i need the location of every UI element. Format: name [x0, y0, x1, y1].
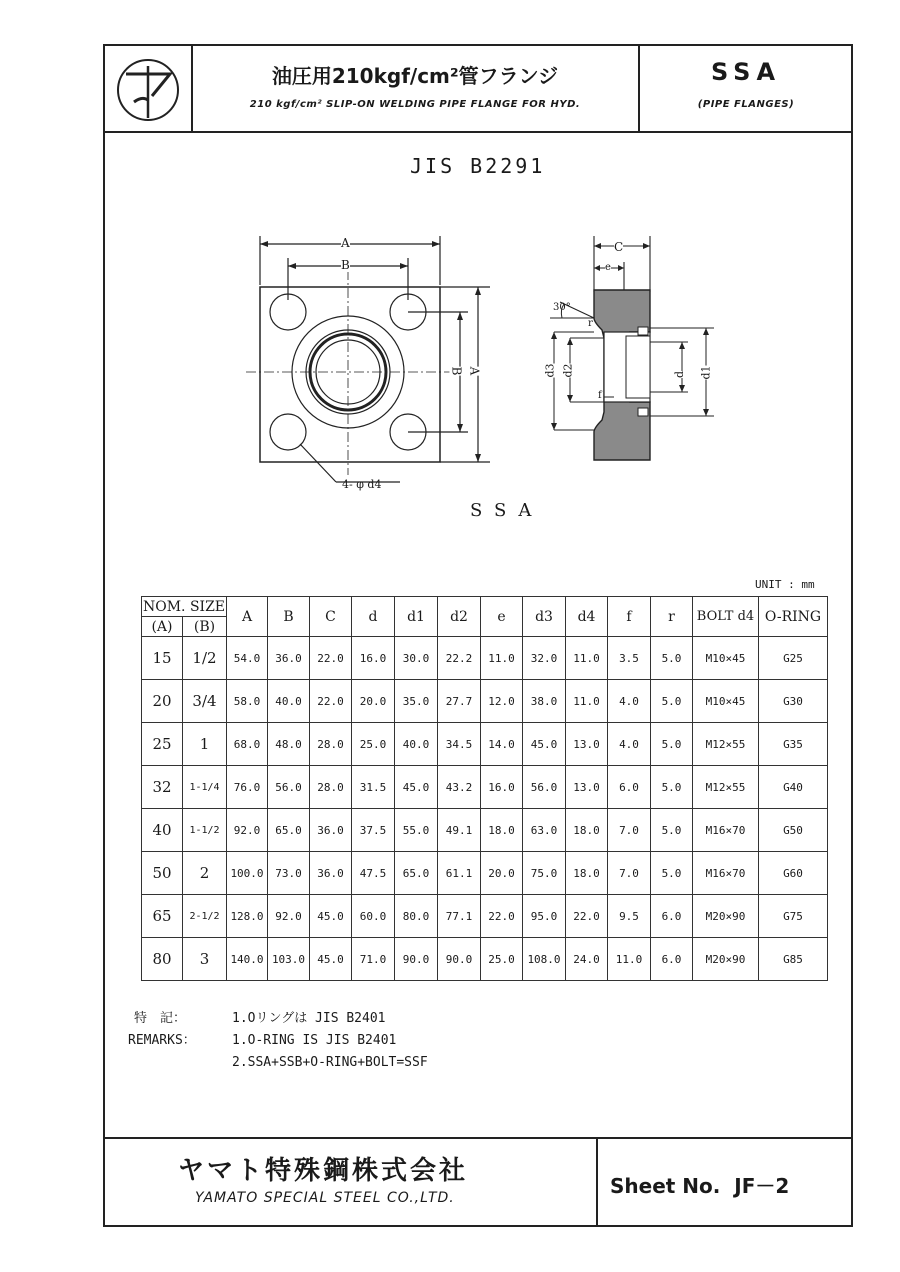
table-cell: 13.0 — [566, 766, 608, 809]
table-cell: 61.1 — [438, 852, 481, 895]
table-row — [142, 938, 828, 981]
table-cell: 20 — [142, 680, 183, 723]
table-cell: 76.0 — [227, 766, 268, 809]
unit-label: UNIT : mm — [755, 578, 815, 591]
table-cell: 2 — [183, 852, 227, 895]
table-cell: 35.0 — [395, 680, 438, 723]
table-cell: 22.2 — [438, 637, 481, 680]
table-row — [142, 809, 828, 852]
dimension-table — [141, 596, 828, 981]
dim-label-e: e — [605, 262, 611, 273]
header-d1: d1 — [395, 597, 438, 637]
table-cell: G50 — [759, 809, 828, 852]
table-cell: 73.0 — [268, 852, 310, 895]
table-cell: 92.0 — [268, 895, 310, 938]
table-cell: 31.5 — [352, 766, 395, 809]
header-r: r — [651, 597, 693, 637]
table-body — [142, 637, 828, 981]
header-d4: d4 — [566, 597, 608, 637]
table-cell: M10×45 — [693, 637, 759, 680]
table-cell: 45.0 — [395, 766, 438, 809]
table-cell: M12×55 — [693, 766, 759, 809]
table-cell: 7.0 — [608, 852, 651, 895]
table-cell: 43.2 — [438, 766, 481, 809]
table-cell: 80.0 — [395, 895, 438, 938]
table-cell: 100.0 — [227, 852, 268, 895]
table-cell: 68.0 — [227, 723, 268, 766]
remarks-row-1 — [128, 1008, 428, 1030]
table-cell: 22.0 — [310, 680, 352, 723]
table-cell: 20.0 — [481, 852, 523, 895]
header-e: e — [481, 597, 523, 637]
table-cell: 5.0 — [651, 680, 693, 723]
table-row — [142, 723, 828, 766]
company-logo-icon — [112, 52, 184, 124]
table-cell: 77.1 — [438, 895, 481, 938]
table-cell: M16×70 — [693, 852, 759, 895]
remarks-row-2 — [128, 1030, 428, 1052]
section-view-drawing — [530, 232, 730, 472]
table-cell: 28.0 — [310, 766, 352, 809]
table-cell: 128.0 — [227, 895, 268, 938]
table-cell: 5.0 — [651, 852, 693, 895]
table-cell: G75 — [759, 895, 828, 938]
table-cell: 32.0 — [523, 637, 566, 680]
table-row — [142, 680, 828, 723]
table-cell: 11.0 — [608, 938, 651, 981]
dim-label-d1: d1 — [699, 365, 713, 380]
table-cell: 36.0 — [310, 852, 352, 895]
table-cell: 90.0 — [395, 938, 438, 981]
table-cell: G85 — [759, 938, 828, 981]
header-o-ring: O-RING — [759, 597, 828, 637]
standard-number: JIS B2291 — [410, 154, 546, 178]
table-row — [142, 895, 828, 938]
table-cell: G25 — [759, 637, 828, 680]
table-cell: 18.0 — [481, 809, 523, 852]
front-view-drawing — [240, 230, 500, 500]
dim-label-d: d — [673, 370, 687, 379]
table-cell: 3/4 — [183, 680, 227, 723]
table-cell: 25 — [142, 723, 183, 766]
footer-sheet-divider — [596, 1137, 598, 1227]
table-cell: 40.0 — [395, 723, 438, 766]
table-cell: 30.0 — [395, 637, 438, 680]
table-cell: 13.0 — [566, 723, 608, 766]
table-cell: 65 — [142, 895, 183, 938]
table-cell: 12.0 — [481, 680, 523, 723]
table-cell: 71.0 — [352, 938, 395, 981]
table-cell: 18.0 — [566, 809, 608, 852]
hole-callout-label: 4- φ d4 — [342, 478, 382, 491]
table-cell: 5.0 — [651, 809, 693, 852]
table-cell: 11.0 — [566, 637, 608, 680]
table-cell: 55.0 — [395, 809, 438, 852]
table-cell: 108.0 — [523, 938, 566, 981]
table-cell: 5.0 — [651, 723, 693, 766]
table-cell: 1-1/2 — [183, 809, 227, 852]
header-C: C — [310, 597, 352, 637]
header-d3: d3 — [523, 597, 566, 637]
table-cell: 24.0 — [566, 938, 608, 981]
table-cell: 37.5 — [352, 809, 395, 852]
table-cell: 56.0 — [523, 766, 566, 809]
header-code-divider — [638, 44, 640, 132]
header-size-a: (A) — [142, 617, 183, 637]
table-cell: M20×90 — [693, 895, 759, 938]
table-cell: 4.0 — [608, 723, 651, 766]
table-cell: 16.0 — [352, 637, 395, 680]
table-cell: 9.5 — [608, 895, 651, 938]
table-row — [142, 852, 828, 895]
table-cell: 16.0 — [481, 766, 523, 809]
table-cell: 4.0 — [608, 680, 651, 723]
table-cell: 2-1/2 — [183, 895, 227, 938]
product-code: SSA — [710, 58, 782, 86]
header-B: B — [268, 597, 310, 637]
table-cell: 65.0 — [395, 852, 438, 895]
header-A: A — [227, 597, 268, 637]
table-cell: 6.0 — [608, 766, 651, 809]
table-cell: 5.0 — [651, 637, 693, 680]
table-cell: 103.0 — [268, 938, 310, 981]
header-nom-size: NOM. SIZE — [142, 598, 226, 615]
header-bolt: BOLT d4 — [693, 597, 759, 637]
remarks-section — [128, 1008, 428, 1074]
table-cell: M10×45 — [693, 680, 759, 723]
table-cell: 11.0 — [481, 637, 523, 680]
table-cell: 36.0 — [268, 637, 310, 680]
table-cell: 80 — [142, 938, 183, 981]
header-logo-divider — [191, 44, 193, 132]
dim-label-C: C — [614, 240, 624, 254]
product-category: (PIPE FLANGES) — [697, 99, 795, 110]
header-size-b: (B) — [183, 617, 227, 637]
table-cell: 48.0 — [268, 723, 310, 766]
table-cell: 6.0 — [651, 895, 693, 938]
table-cell: 49.1 — [438, 809, 481, 852]
table-cell: 15 — [142, 637, 183, 680]
table-cell: 58.0 — [227, 680, 268, 723]
dim-label-B-side: B — [449, 366, 464, 376]
table-cell: G35 — [759, 723, 828, 766]
table-cell: 92.0 — [227, 809, 268, 852]
remarks-label-jp: 特 記： — [134, 1011, 187, 1026]
header-divider — [103, 131, 853, 133]
company-name-jp: ヤマト特殊鋼株式会社 — [178, 1156, 469, 1186]
table-cell: M20×90 — [693, 938, 759, 981]
table-cell: 3 — [183, 938, 227, 981]
table-cell: 45.0 — [310, 895, 352, 938]
table-cell: 40.0 — [268, 680, 310, 723]
table-cell: 50 — [142, 852, 183, 895]
table-cell: 75.0 — [523, 852, 566, 895]
table-cell: 6.0 — [651, 938, 693, 981]
remarks-line1-jp: 1.Oリングは JIS B2401 — [232, 1011, 386, 1026]
figure-caption: SSA — [470, 500, 544, 521]
header-d: d — [352, 597, 395, 637]
title-english: 210 kgf/cm² SLIP-ON WELDING PIPE FLANGE FOR HYD. — [249, 99, 581, 110]
table-cell: 36.0 — [310, 809, 352, 852]
table-cell: 65.0 — [268, 809, 310, 852]
header-f: f — [608, 597, 651, 637]
table-cell: 7.0 — [608, 809, 651, 852]
title-japanese: 油圧用210kgf/cm²管フランジ — [271, 64, 559, 88]
table-cell: G30 — [759, 680, 828, 723]
table-cell: 54.0 — [227, 637, 268, 680]
table-cell: 25.0 — [481, 938, 523, 981]
dim-label-A-side: A — [467, 366, 482, 376]
dim-label-d2: d2 — [561, 363, 575, 378]
table-cell: 5.0 — [651, 766, 693, 809]
table-cell: 18.0 — [566, 852, 608, 895]
table-cell: 27.7 — [438, 680, 481, 723]
remarks-line1-en: 1.O-RING IS JIS B2401 — [232, 1033, 397, 1048]
table-row — [142, 766, 828, 809]
table-cell: 14.0 — [481, 723, 523, 766]
table-cell: 95.0 — [523, 895, 566, 938]
table-cell: 60.0 — [352, 895, 395, 938]
table-cell: 22.0 — [566, 895, 608, 938]
table-cell: 140.0 — [227, 938, 268, 981]
table-cell: G40 — [759, 766, 828, 809]
dim-label-A-top: A — [341, 236, 350, 250]
table-cell: 22.0 — [481, 895, 523, 938]
table-cell: 45.0 — [523, 723, 566, 766]
dim-label-f: f — [598, 390, 602, 401]
remarks-line2: 2.SSA+SSB+O-RING+BOLT=SSF — [232, 1055, 428, 1070]
company-name-en: YAMATO SPECIAL STEEL CO.,LTD. — [195, 1190, 455, 1206]
table-cell: 20.0 — [352, 680, 395, 723]
dim-label-angle: 30° — [553, 302, 571, 313]
table-cell: 25.0 — [352, 723, 395, 766]
table-cell: 90.0 — [438, 938, 481, 981]
remarks-row-3 — [128, 1052, 428, 1074]
table-cell: 32 — [142, 766, 183, 809]
dim-label-B-top: B — [341, 258, 350, 272]
table-row — [142, 637, 828, 680]
table-cell: 40 — [142, 809, 183, 852]
table-cell: 56.0 — [268, 766, 310, 809]
dim-label-d3: d3 — [543, 363, 557, 378]
table-cell: 1/2 — [183, 637, 227, 680]
table-cell: 1 — [183, 723, 227, 766]
dim-label-r: r — [588, 318, 593, 329]
table-cell: 28.0 — [310, 723, 352, 766]
header-d2: d2 — [438, 597, 481, 637]
sheet-number: Sheet No. JF－2 — [610, 1174, 790, 1198]
footer-divider — [103, 1137, 853, 1139]
table-cell: 47.5 — [352, 852, 395, 895]
table-cell: G60 — [759, 852, 828, 895]
table-cell: 38.0 — [523, 680, 566, 723]
table-cell: M16×70 — [693, 809, 759, 852]
table-cell: 11.0 — [566, 680, 608, 723]
table-cell: M12×55 — [693, 723, 759, 766]
table-cell: 3.5 — [608, 637, 651, 680]
table-cell: 63.0 — [523, 809, 566, 852]
table-cell: 1-1/4 — [183, 766, 227, 809]
table-cell: 34.5 — [438, 723, 481, 766]
table-cell: 22.0 — [310, 637, 352, 680]
table-cell: 45.0 — [310, 938, 352, 981]
remarks-label-en: REMARKS： — [128, 1033, 196, 1048]
